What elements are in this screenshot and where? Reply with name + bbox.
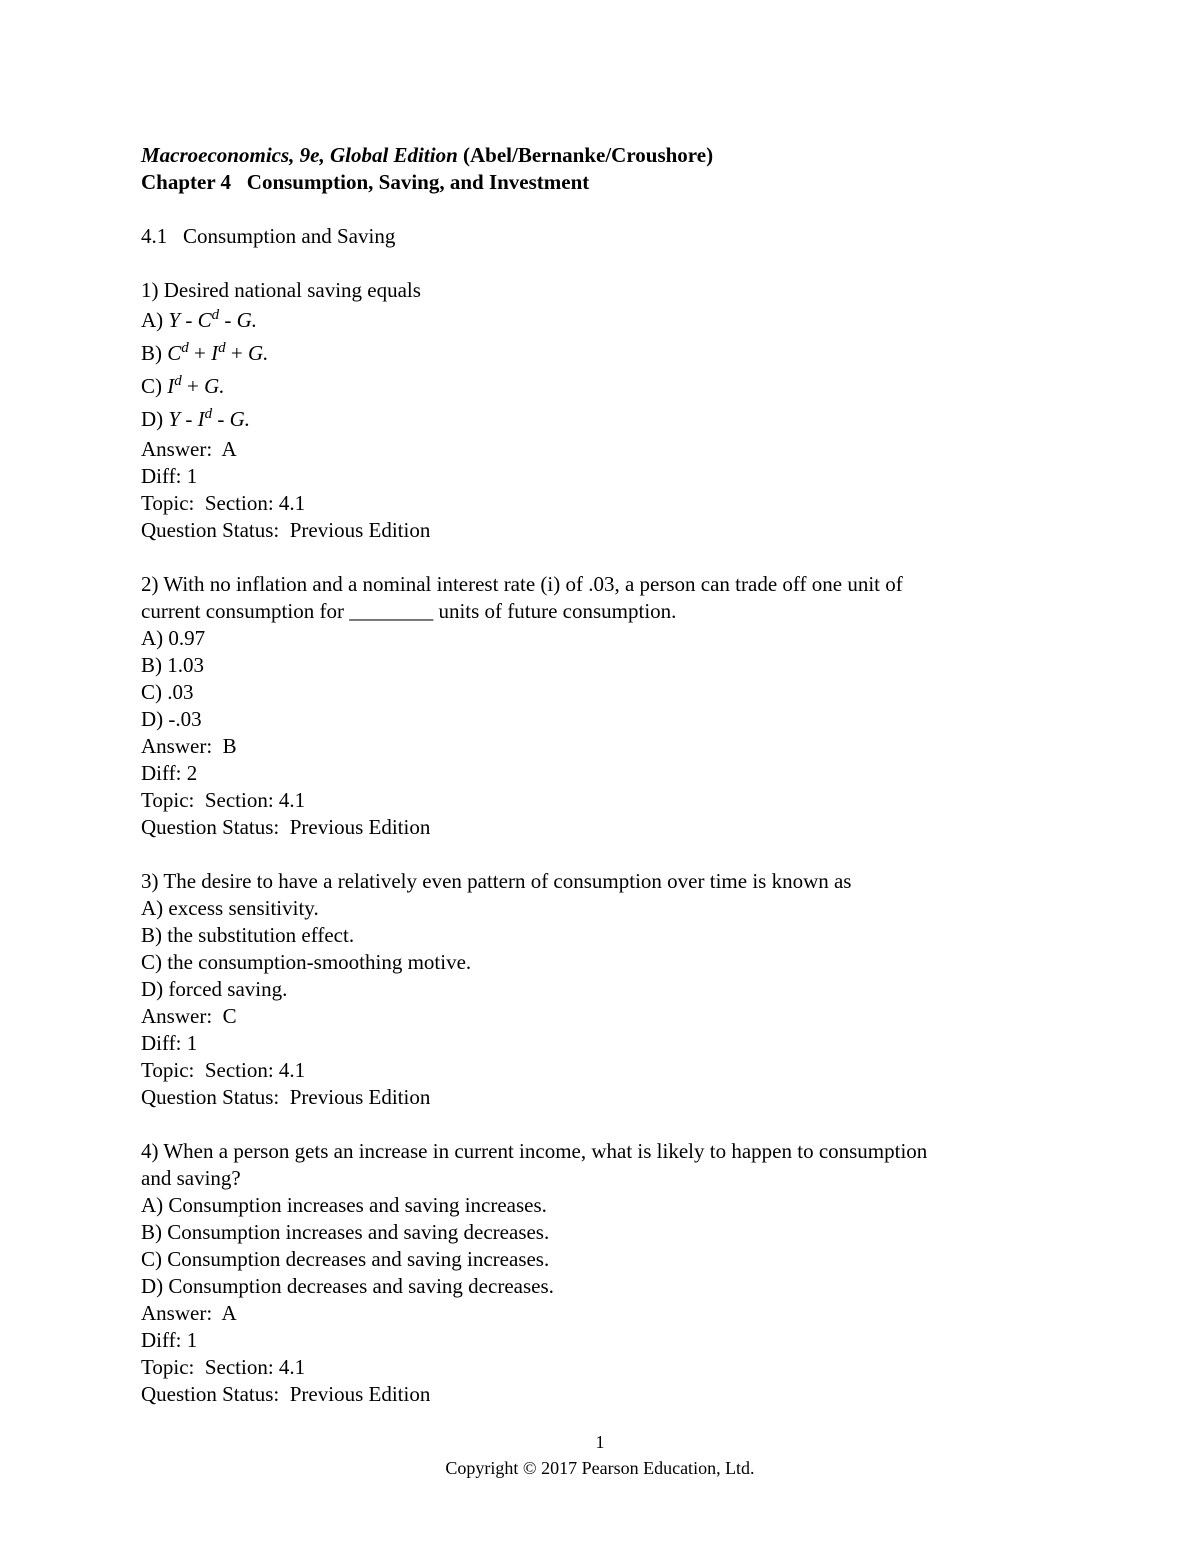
math-op: + <box>188 341 212 365</box>
topic-line: Topic: Section: 4.1 <box>141 1058 306 1082</box>
difficulty-line: Diff: 1 <box>141 1031 198 1055</box>
question-3 <box>141 868 1041 1111</box>
status-line: Question Status: Previous Edition <box>141 815 431 839</box>
math-var: G. <box>204 374 225 398</box>
math-var: Y <box>168 308 181 332</box>
math-var: I <box>167 374 175 398</box>
question-stem: 1) Desired national saving equals <box>141 278 421 302</box>
question-stem-continued: and saving? <box>141 1166 241 1190</box>
answer-line: Answer: A <box>141 1301 237 1325</box>
book-title: Macroeconomics, 9e, Global Edition <box>141 143 458 167</box>
option-c: C) the consumption-smoothing motive. <box>141 950 472 974</box>
option-b: B) the substitution effect. <box>141 923 355 947</box>
question-stem: 2) With no inflation and a nominal interest rate (i) of .03, a person can trade off one unit of <box>141 572 903 596</box>
math-var: C <box>167 341 182 365</box>
math-op: - <box>180 407 198 431</box>
option-a: A) Consumption increases and saving increases. <box>141 1193 547 1217</box>
math-var: Y <box>168 407 181 431</box>
status-line: Question Status: Previous Edition <box>141 1085 431 1109</box>
question-4 <box>141 1138 1041 1408</box>
math-var: G. <box>236 308 258 332</box>
option-b: B) Consumption increases and saving decreases. <box>141 1220 550 1244</box>
status-line: Question Status: Previous Edition <box>141 518 431 542</box>
option-label: D) <box>141 407 169 431</box>
option-c <box>141 370 1041 403</box>
option-c: C) .03 <box>141 680 194 704</box>
page-number: 1 <box>595 1432 605 1452</box>
book-title-line <box>141 142 1041 169</box>
answer-line: Answer: C <box>141 1004 237 1028</box>
math-var: I <box>197 407 205 431</box>
option-a: A) excess sensitivity. <box>141 896 319 920</box>
math-superscript: d <box>211 307 220 323</box>
option-b: B) 1.03 <box>141 653 204 677</box>
topic-line: Topic: Section: 4.1 <box>141 491 306 515</box>
option-b <box>141 337 1041 370</box>
book-authors: (Abel/Bernanke/Croushore) <box>463 143 714 167</box>
answer-line: Answer: A <box>141 437 237 461</box>
math-var: G. <box>229 407 251 431</box>
option-d: D) forced saving. <box>141 977 288 1001</box>
topic-line: Topic: Section: 4.1 <box>141 1355 306 1379</box>
option-a: A) 0.97 <box>141 626 206 650</box>
option-label: B) <box>141 341 168 365</box>
section-heading: 4.1 Consumption and Saving <box>141 224 396 248</box>
answer-line: Answer: B <box>141 734 237 758</box>
option-label: A) <box>141 308 169 332</box>
math-op: - <box>180 308 198 332</box>
question-stem: 4) When a person gets an increase in current income, what is likely to happen to consumption <box>141 1139 928 1163</box>
math-op: + <box>181 374 205 398</box>
question-1 <box>141 277 1041 544</box>
math-op: - <box>212 407 230 431</box>
status-line: Question Status: Previous Edition <box>141 1382 431 1406</box>
math-var: I <box>211 341 219 365</box>
math-superscript: d <box>204 406 213 422</box>
math-superscript: d <box>181 340 189 356</box>
difficulty-line: Diff: 1 <box>141 1328 198 1352</box>
option-d <box>141 403 1041 436</box>
question-stem: 3) The desire to have a relatively even pattern of consumption over time is known as <box>141 869 852 893</box>
chapter-title: Chapter 4 Consumption, Saving, and Investment <box>141 170 590 194</box>
question-stem-continued: current consumption for ________ units of future consumption. <box>141 599 677 623</box>
copyright-notice: Copyright © 2017 Pearson Education, Ltd. <box>445 1458 755 1478</box>
math-var: G. <box>247 341 269 365</box>
math-superscript: d <box>218 340 226 356</box>
math-op: + <box>225 341 248 365</box>
option-a <box>141 304 1041 337</box>
math-var: C <box>197 308 212 332</box>
option-d: D) -.03 <box>141 707 202 731</box>
math-superscript: d <box>174 373 182 389</box>
option-c: C) Consumption decreases and saving increases. <box>141 1247 550 1271</box>
topic-line: Topic: Section: 4.1 <box>141 788 306 812</box>
document-page <box>141 142 1041 1408</box>
difficulty-line: Diff: 1 <box>141 464 198 488</box>
option-label: C) <box>141 374 168 398</box>
math-op: - <box>219 308 237 332</box>
difficulty-line: Diff: 2 <box>141 761 198 785</box>
option-d: D) Consumption decreases and saving decreases. <box>141 1274 554 1298</box>
question-2 <box>141 571 1041 841</box>
